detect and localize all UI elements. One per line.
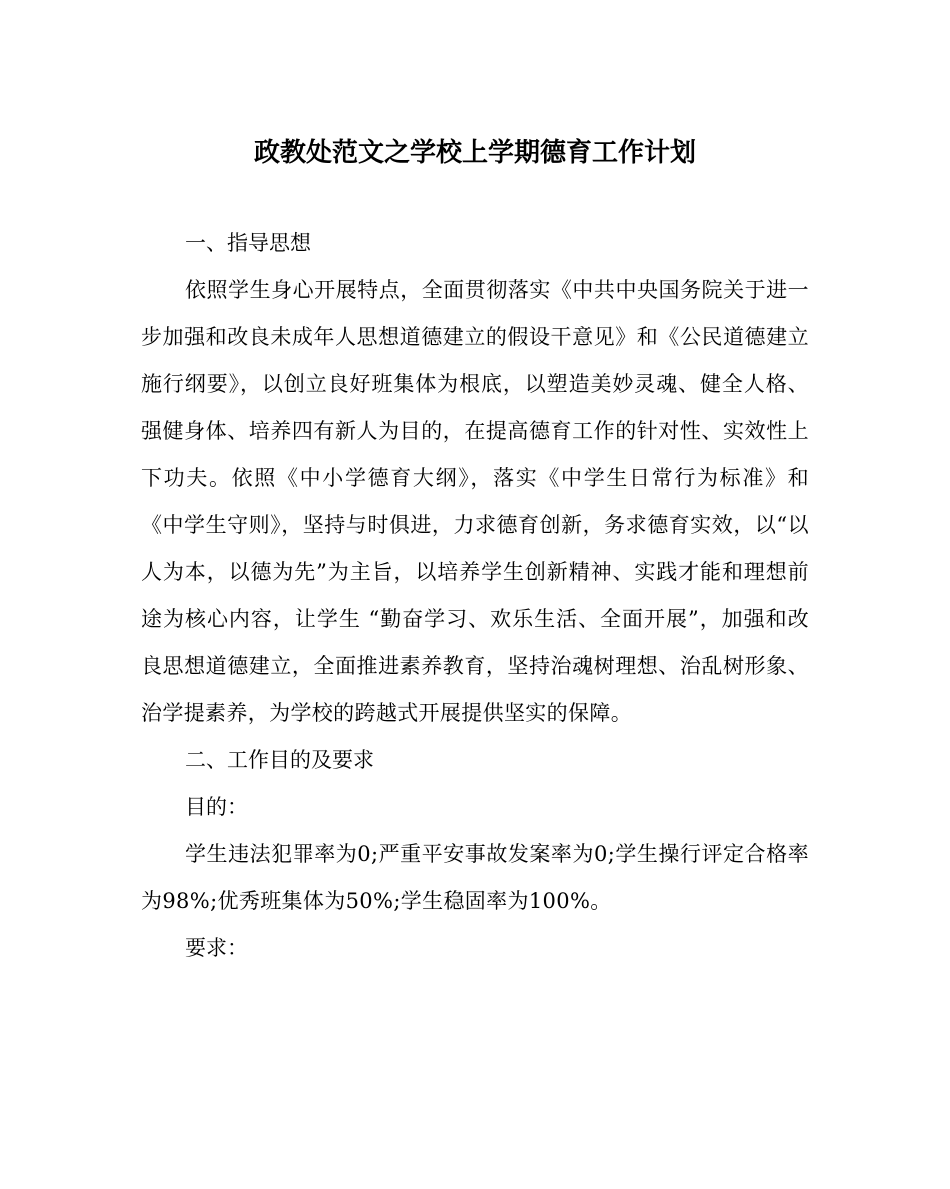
section-heading-goals-requirements: 二、工作目的及要求: [185, 748, 374, 772]
goal-label: 目的：: [185, 795, 248, 819]
paragraph-guiding-thought: 依照学生身心开展特点，全面贯彻落实《中共中央国务院关于进一步加强和改良未成年人思想道德建立的假设干意见》和《公民道德建立施行纲要》，以创立良好班集体为根底，以塑造美妙灵魂、健全人格、强健身体、培养四有新人为目的，在提高德育工作的针对性、实效性上下功夫。依照《中小学德育大纲》，落实《中学生日常行为标准》和《中学生守则》，坚持与时俱进，力求德育创新，务求德育实效，以“以人为本，以德为先”为主旨，以培养学生创新精神、实践才能和理想前途为核心内容，让学生 “勤奋学习、欢乐生活、全面开展”，加强和改良思想道德建立，全面推进素养教育，坚持治魂树理想、治乱树形象、治学提素养，为学校的跨越式开展提供坚实的保障。: [141, 278, 809, 725]
paragraph-goals: 学生违法犯罪率为0;严重平安事故发案率为0;学生操行评定合格率为98%;优秀班集体为50%;学生稳固率为100%。: [141, 842, 809, 913]
requirement-label: 要求：: [185, 936, 248, 960]
document-title: 政教处范文之学校上学期德育工作计划: [253, 138, 696, 168]
section-heading-guiding-thought: 一、指导思想: [185, 231, 311, 255]
document-body: [141, 220, 809, 972]
